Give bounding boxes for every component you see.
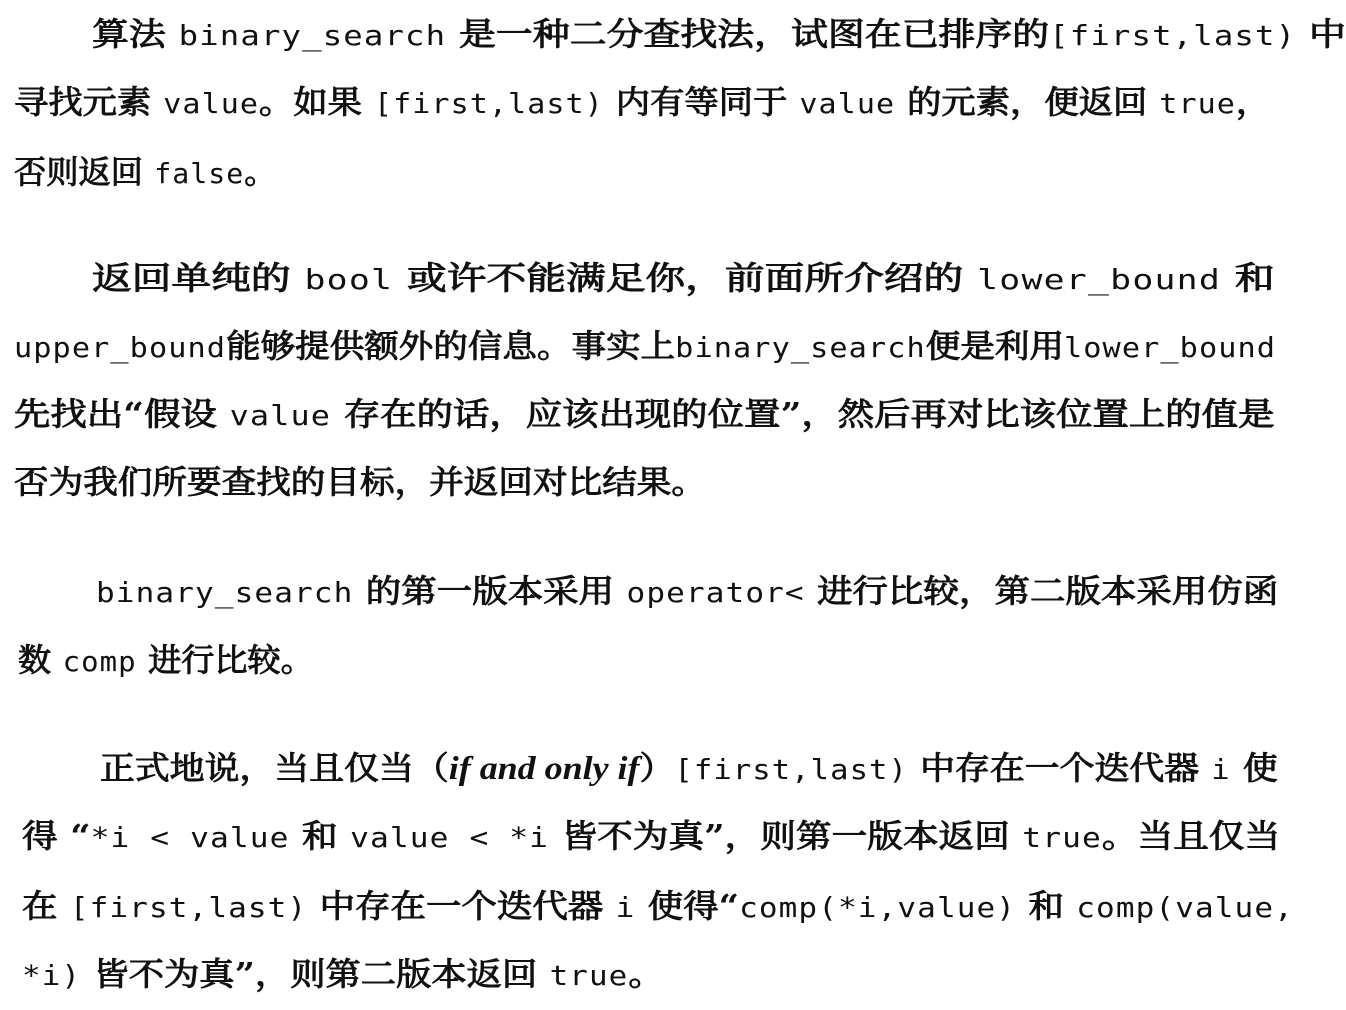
text-line — [0, 456, 1336, 518]
line-text — [22, 886, 1294, 928]
code-term: true — [1022, 821, 1102, 854]
code-term: i — [1211, 753, 1231, 786]
line-text — [14, 394, 1274, 436]
code-term: value — [163, 87, 260, 120]
line-text — [22, 816, 1280, 858]
code-term: operator< — [626, 576, 805, 609]
line-text — [92, 14, 1346, 56]
text-run: 。当且仅当 — [1101, 817, 1281, 855]
code-term: *i < value — [90, 821, 290, 854]
text-line — [0, 320, 1336, 382]
line-text — [14, 462, 706, 502]
code-term: lower_bound — [977, 263, 1222, 296]
text-line — [0, 810, 1336, 872]
text-line — [0, 252, 1336, 314]
text-line — [0, 388, 1336, 450]
text-run: ， — [1235, 83, 1271, 121]
text-run: 寻找元素 — [14, 83, 164, 121]
text-line — [0, 948, 1336, 1010]
text-run: 。如果 — [259, 83, 374, 121]
line-text — [96, 571, 1278, 613]
text-run: 存在的话，应该出现的位置”，然后再对比该位置上的值是 — [331, 395, 1275, 433]
text-run: 否为我们所要查找的目标，并返回对比结果。 — [14, 463, 707, 501]
code-term: value — [229, 399, 332, 432]
text-run: 进行比较，第二版本采用仿函 — [804, 572, 1279, 610]
line-text — [22, 954, 664, 996]
code-term: [first,last) — [373, 87, 604, 120]
text-run: 。 — [244, 153, 277, 191]
code-term: [first,last) — [69, 891, 308, 924]
text-line — [0, 76, 1336, 138]
text-run: 内有等同于 — [603, 83, 800, 121]
line-text — [18, 640, 314, 682]
code-term: binary_search — [675, 331, 926, 364]
text-run: 。 — [628, 955, 664, 993]
text-run: 正式地说，当且仅当（ — [100, 749, 449, 787]
text-run: 的元素，便返回 — [895, 83, 1160, 121]
text-line — [0, 565, 1336, 627]
code-term: i — [615, 891, 636, 924]
text-run: 能够提供额外的信息。事实上 — [226, 327, 676, 365]
code-term: comp(*i,value) — [739, 891, 1017, 924]
text-run: 和 — [1221, 259, 1275, 297]
text-line — [0, 880, 1336, 942]
text-run: 或许不能满足你，前面所介绍的 — [393, 259, 978, 297]
text-run: 和 — [1016, 887, 1077, 925]
text-run: 在 — [22, 887, 70, 925]
code-term: value < *i — [350, 821, 550, 854]
code-term: [first,last) — [674, 753, 908, 786]
text-line — [0, 634, 1336, 696]
text-run: 进行比较。 — [136, 641, 314, 679]
code-term: binary_search — [96, 576, 354, 609]
line-text — [92, 258, 1275, 300]
code-term: comp — [62, 645, 137, 678]
code-term: value — [799, 87, 896, 120]
text-run: 皆不为真”，则第二版本返回 — [81, 955, 550, 993]
text-run: 皆不为真”，则第一版本返回 — [549, 817, 1023, 855]
text-line — [0, 742, 1336, 804]
text-run: ） — [639, 749, 675, 787]
text-run: 使得“ — [635, 887, 740, 925]
text-line — [0, 8, 1346, 70]
text-run: 算法 — [92, 15, 179, 53]
code-term: *i) — [22, 959, 82, 992]
line-text — [14, 82, 1270, 124]
code-term: true — [549, 959, 629, 992]
text-line — [0, 146, 1336, 208]
text-run: 和 — [289, 817, 351, 855]
code-term: bool — [304, 263, 394, 296]
text-run: 中存在一个迭代器 — [907, 749, 1212, 787]
text-run: 便是利用 — [925, 327, 1065, 365]
code-term: comp(value, — [1076, 891, 1294, 924]
code-term: false — [154, 157, 245, 190]
text-run: 使 — [1230, 749, 1278, 787]
line-text — [14, 152, 276, 194]
line-text — [100, 748, 1278, 790]
text-run: 返回单纯的 — [92, 259, 305, 297]
text-run: 是一种二分查找法，试图在已排序的 — [446, 15, 1050, 53]
code-term: upper_bound — [14, 331, 227, 364]
text-run: 中存在一个迭代器 — [307, 887, 616, 925]
text-run: 得 “ — [22, 817, 91, 855]
text-run: 的第一版本采用 — [353, 572, 627, 610]
text-run: 数 — [18, 641, 63, 679]
text-run: 中 — [1296, 15, 1346, 53]
code-term: [first,last) — [1049, 19, 1297, 52]
code-term: true — [1159, 87, 1236, 120]
line-text — [14, 326, 1276, 368]
text-run: 先找出“假设 — [14, 395, 230, 433]
code-term: lower_bound — [1064, 331, 1277, 364]
code-term: binary_search — [178, 19, 447, 52]
text-run: 否则返回 — [14, 153, 155, 191]
italic-term: if and only if — [448, 751, 640, 787]
